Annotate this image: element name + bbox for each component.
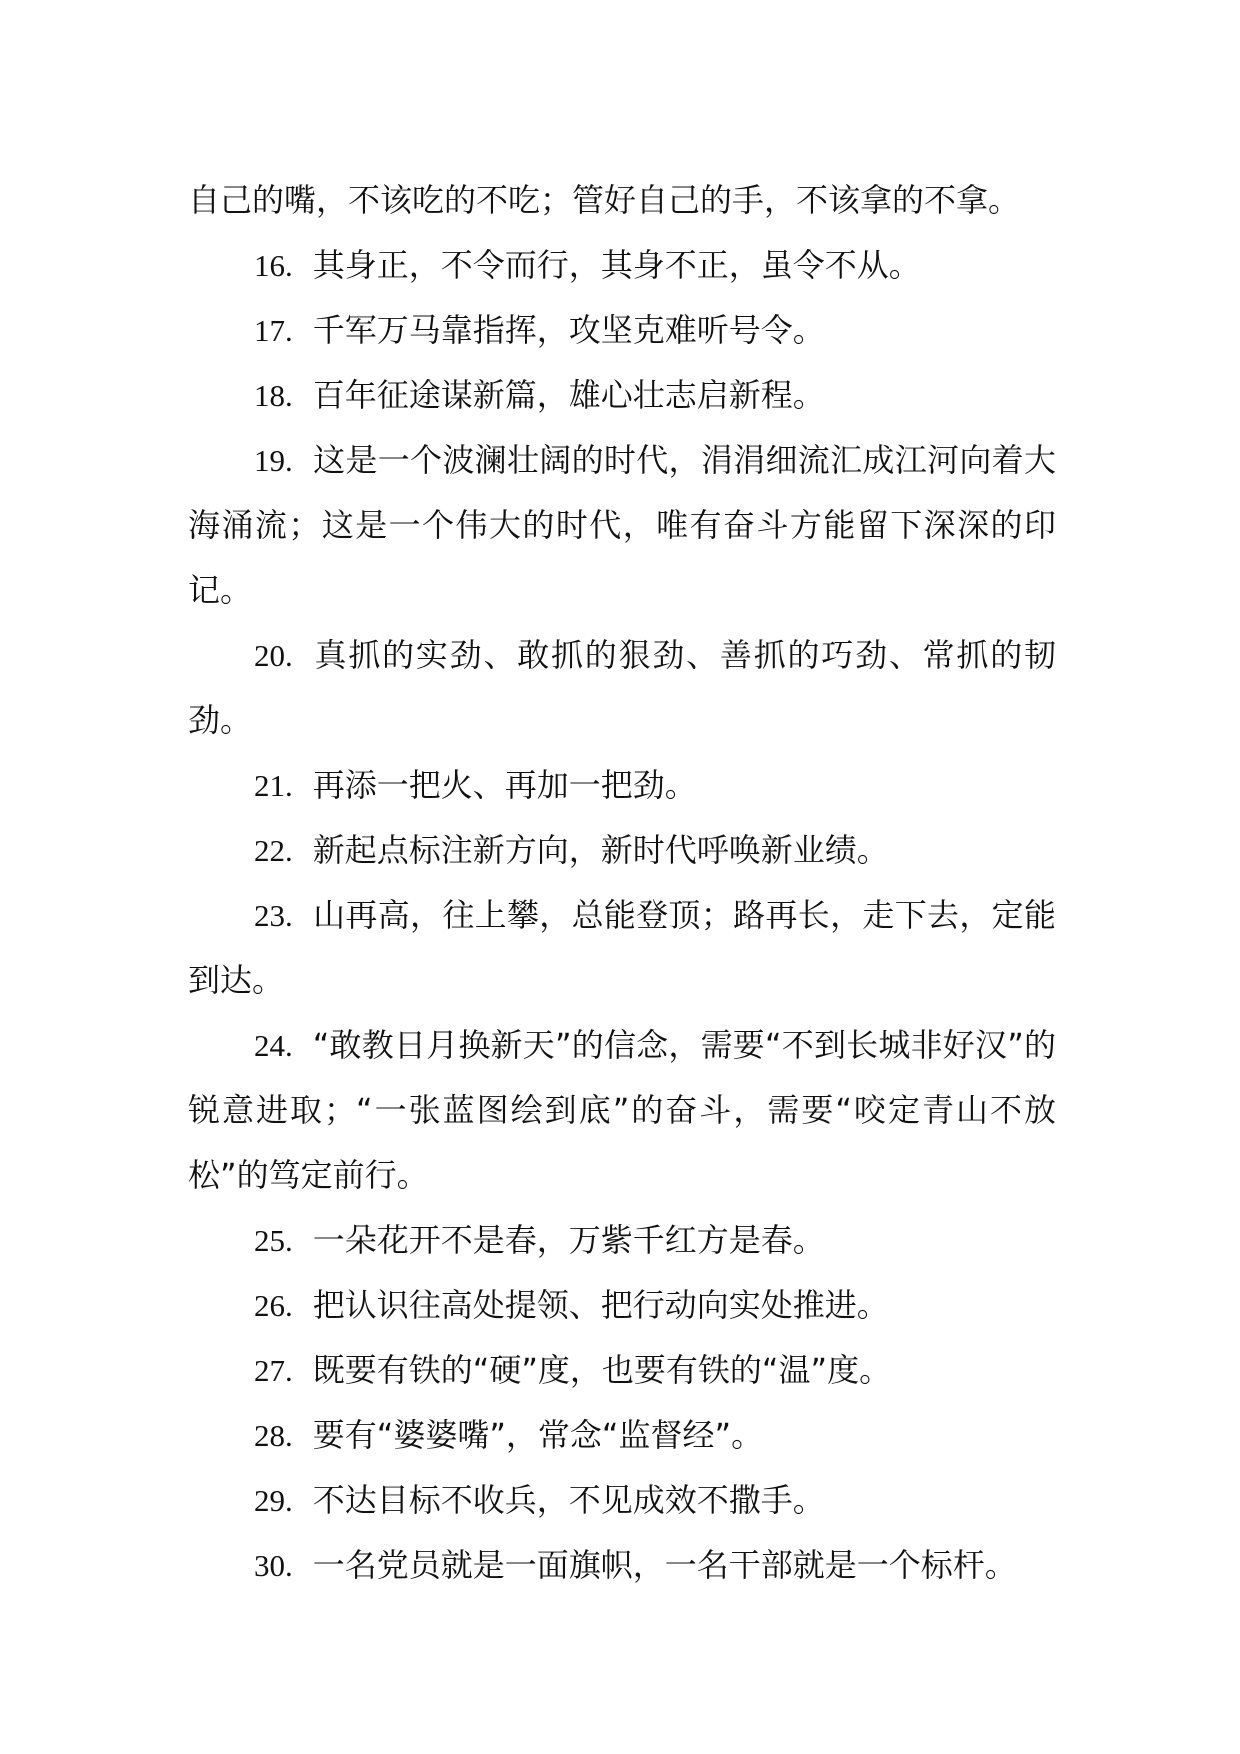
item-number: 18. [254,378,293,413]
item-text: 既要有铁的“硬”度，也要有铁的“温”度。 [312,1351,892,1389]
item-text: 再添一把火、再加一把劲。 [312,766,697,804]
list-item [188,1403,1056,1468]
item-text: 这是一个波澜壮阔的时代，涓涓细流汇成江河向着大海涌流；这是一个伟大的时代，唯有奋斗方能留下深深的印记。 [188,441,1056,609]
item-text: 真抓的实劲、敢抓的狠劲、善抓的巧劲、常抓的韧劲。 [188,636,1056,739]
list-item [188,1533,1056,1598]
item-number: 26. [254,1288,293,1323]
item-text: 要有“婆婆嘴”，常念“监督经”。 [312,1416,764,1454]
item-text: 不达目标不收兵，不见成效不撒手。 [312,1481,825,1519]
item-text: 新起点标注新方向，新时代呼唤新业绩。 [312,831,889,869]
document-page [188,168,1056,1598]
item-number: 20. [254,638,293,673]
item-number: 16. [254,248,293,283]
item-number: 22. [254,833,293,868]
item-number: 25. [254,1223,293,1258]
item-text: “敢教日月换新天”的信念，需要“不到长城非好汉”的锐意进取；“一张蓝图绘到底”的奋斗，需要“咬定青山不放松”的笃定前行。 [188,1026,1056,1194]
item-number: 27. [254,1353,293,1388]
list-item [188,233,1056,298]
list-item [188,753,1056,818]
item-text: 山再高，往上攀，总能登顶；路再长，走下去，定能到达。 [188,896,1056,999]
continuation-paragraph: 自己的嘴，不该吃的不吃；管好自己的手，不该拿的不拿。 [188,181,1021,219]
list-item [188,363,1056,428]
item-number: 19. [254,443,293,478]
list-item [188,1013,1056,1208]
list-item [188,1273,1056,1338]
item-text: 一朵花开不是春，万紫千红方是春。 [312,1221,825,1259]
item-text: 一名党员就是一面旗帜，一名干部就是一个标杆。 [312,1546,1017,1584]
list-item [188,1208,1056,1273]
list-item [188,623,1056,753]
list-item [188,1468,1056,1533]
item-number: 29. [254,1483,293,1518]
item-number: 23. [254,898,293,933]
item-number: 30. [254,1548,293,1583]
list-item [188,883,1056,1013]
item-number: 17. [254,313,293,348]
item-number: 24. [254,1028,293,1063]
item-text: 把认识往高处提领、把行动向实处推进。 [312,1286,889,1324]
list-item [188,298,1056,363]
list-item [188,1338,1056,1403]
list-item [188,818,1056,883]
item-number: 21. [254,768,293,803]
list-item [188,428,1056,623]
item-number: 28. [254,1418,293,1453]
item-text: 其身正，不令而行，其身不正，虽令不从。 [312,246,921,284]
item-text: 千军万马靠指挥，攻坚克难听号令。 [312,311,825,349]
item-text: 百年征途谋新篇，雄心壮志启新程。 [312,376,825,414]
